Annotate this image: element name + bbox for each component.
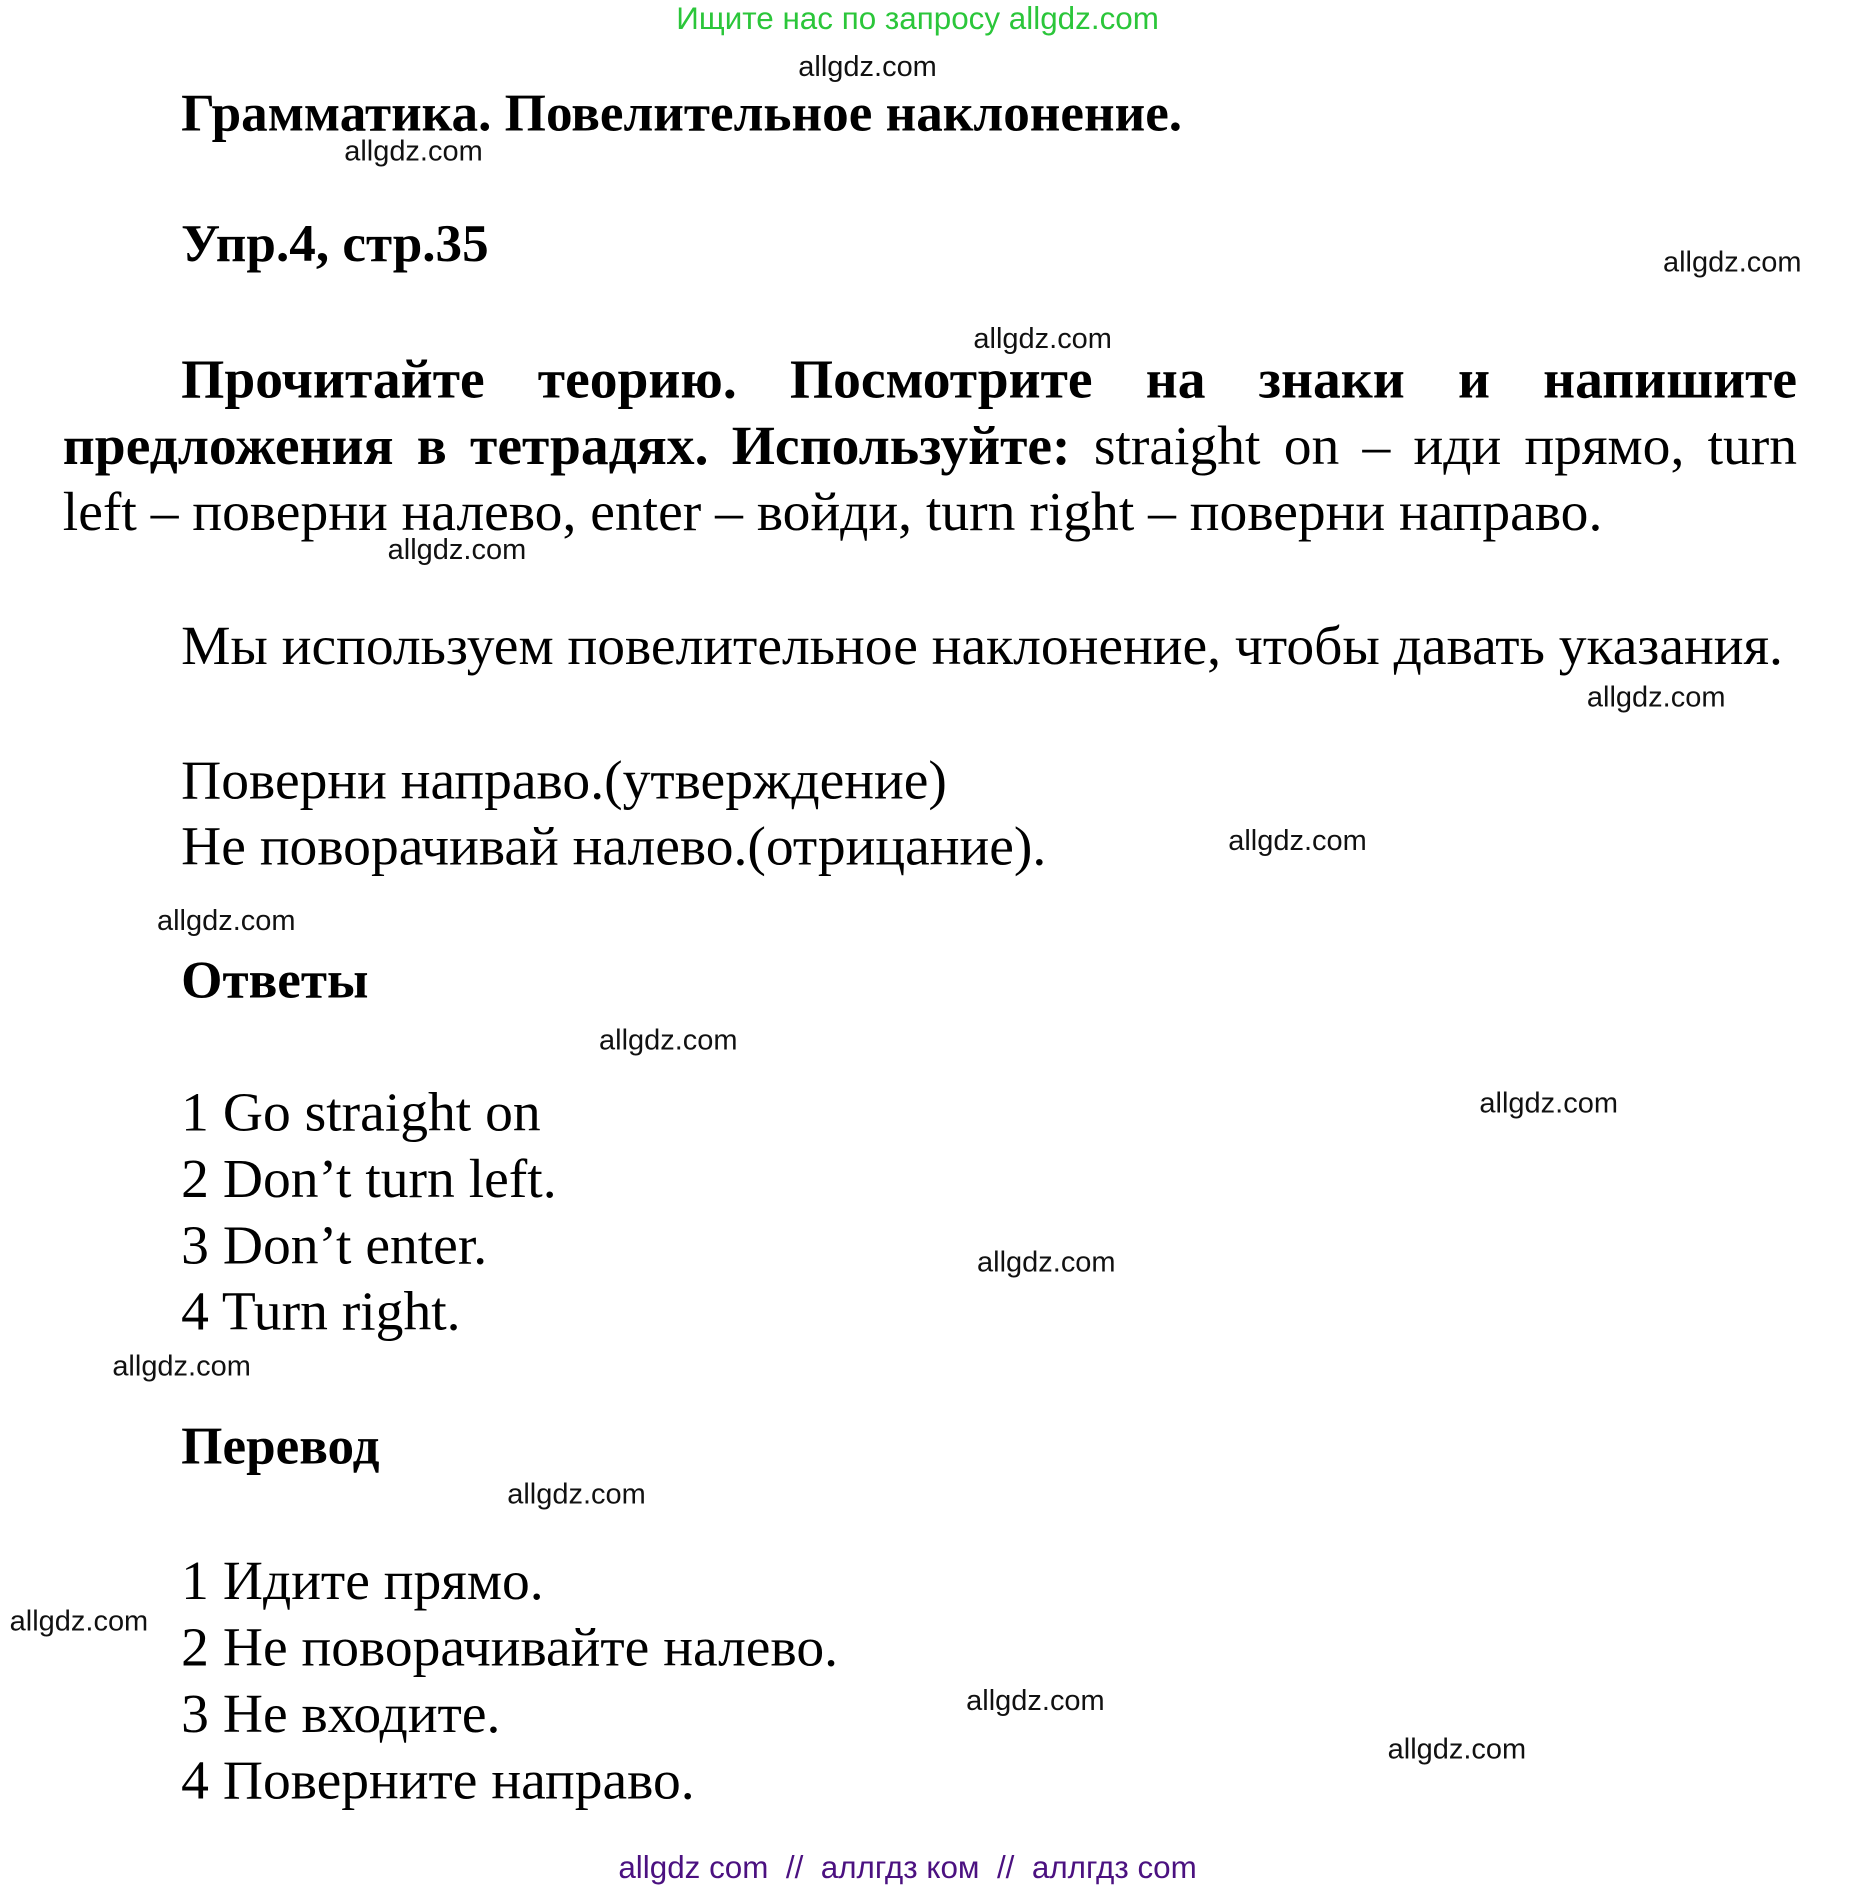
footer-links: allgdz com // аллгдз ком // аллгдз com [618, 1848, 1197, 1886]
theory-text: Мы используем повелительное наклонение, чтобы давать указания. [181, 614, 1783, 677]
watermark: allgdz.com [1228, 824, 1367, 858]
page-title: Грамматика. Повелительное наклонение. [181, 83, 1183, 143]
answers-heading: Ответы [181, 950, 369, 1010]
translation-item: 4 Поверните направо. [181, 1748, 695, 1811]
watermark: allgdz.com [157, 904, 296, 938]
task-instruction: Прочитайте теорию. Посмотрите на знаки и напишите предложения в тетрадях. Используйте: [62, 347, 1798, 476]
task-text [63, 345, 1797, 544]
answer-item: 1 Go straight on [181, 1080, 541, 1143]
exercise-number: Упр.4, стр.35 [181, 213, 489, 273]
answer-item: 4 Turn right. [181, 1280, 461, 1342]
watermark: allgdz.com [507, 1478, 646, 1511]
watermark: allgdz.com [1663, 246, 1802, 279]
watermark: allgdz.com [973, 322, 1112, 356]
watermark: allgdz.com [344, 135, 483, 168]
watermark: allgdz.com [1387, 1733, 1527, 1766]
search-banner: Ищите нас по запросу allgdz.com [676, 0, 1159, 37]
watermark: allgdz.com [599, 1024, 738, 1057]
watermark: allgdz.com [977, 1246, 1116, 1279]
watermark: allgdz.com [112, 1350, 251, 1383]
watermark: allgdz.com [966, 1684, 1105, 1718]
watermark: allgdz.com [798, 50, 937, 84]
translation-item: 2 Не поворачивайте налево. [181, 1615, 838, 1678]
theory-example: Поверни направо.(утверждение) [181, 748, 947, 811]
answer-item: 2 Don’t turn left. [181, 1147, 557, 1209]
task-vocabulary: straight on – иди прямо, turn left – поверни налево, enter – войди, turn right – поверни направо. [62, 414, 1798, 543]
watermark: allgdz.com [387, 533, 527, 567]
watermark: allgdz.com [9, 1605, 149, 1638]
watermark: allgdz.com [1586, 681, 1726, 714]
translation-item: 3 Не входите. [181, 1682, 501, 1744]
watermark: allgdz.com [1479, 1086, 1618, 1120]
translation-heading: Перевод [181, 1416, 380, 1476]
answer-item: 3 Don’t enter. [181, 1213, 488, 1276]
translation-item: 1 Идите прямо. [181, 1549, 544, 1612]
theory-example: Не поворачивай налево.(отрицание). [181, 815, 1047, 877]
